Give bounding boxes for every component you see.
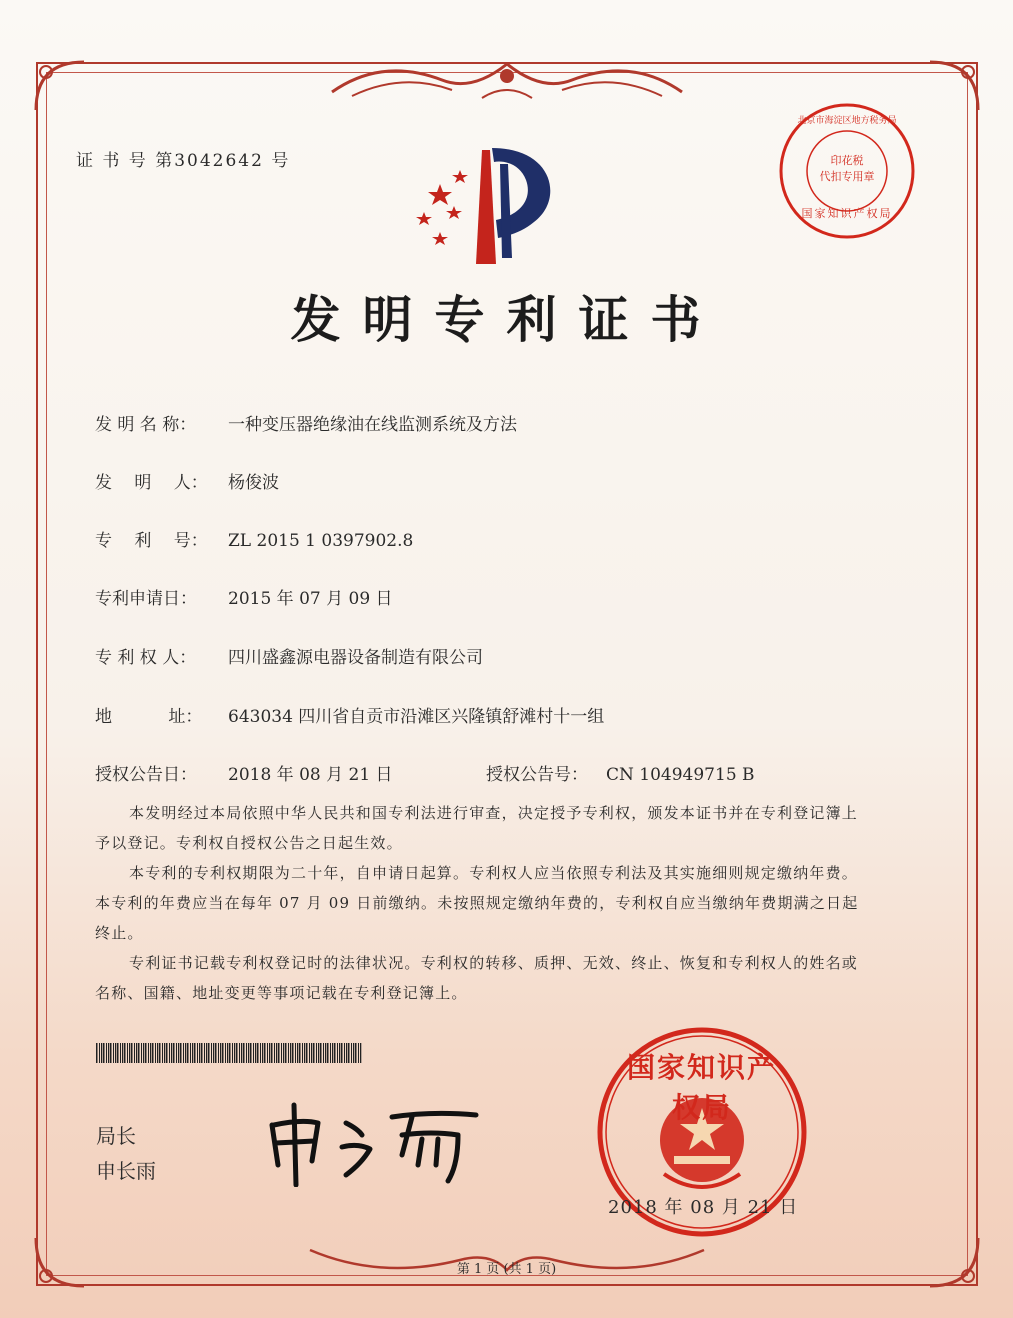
certificate-title: 发明专利证书 (290, 291, 723, 349)
page-number: 第 1 页 (共 1 页) (456, 1262, 557, 1277)
field-grant-date (95, 760, 393, 785)
field-value: 2018 年 08 月 21 日 (228, 765, 393, 785)
field-value: 四川盛鑫源电器设备制造有限公司 (228, 648, 483, 668)
paragraph-grant: 本发明经过本局依照中华人民共和国专利法进行审查，决定授予专利权，颁发本证书并在专利登记簿上予以登记。专利权自授权公告之日起生效。 (95, 804, 859, 852)
director-name: 申长雨 (96, 1159, 156, 1183)
field-patent-number (95, 526, 413, 551)
paragraph-legal-status: 专利证书记载专利权登记时的法律状况。专利权的转移、质押、无效、终止、恢复和专利权人的姓名或名称、国籍、地址变更等事项记载在专利登记簿上。 (95, 954, 859, 1002)
field-value: 2015 年 07 月 09 日 (228, 589, 393, 609)
corner-ornament-top-right (924, 56, 984, 116)
field-label: 发 明 名 称： (95, 415, 197, 435)
director-title: 局长 (96, 1124, 136, 1148)
field-value: ZL 2015 1 0397902.8 (228, 531, 414, 551)
top-ornament (322, 52, 692, 108)
tax-stamp-line1: 印花税 (830, 154, 864, 167)
field-label: 专 利 权 人： (95, 648, 197, 668)
patent-office-logo-icon (404, 140, 580, 268)
field-announcement-number (486, 760, 755, 785)
tax-stamp-bottom-text: 国家知识产权局 (801, 207, 893, 220)
field-filing-date (95, 584, 393, 609)
field-patentee (95, 643, 483, 668)
field-value: 杨俊波 (228, 473, 279, 493)
field-label: 发 明 人： (95, 473, 208, 493)
barcode-icon (96, 1043, 362, 1063)
director-signature (262, 1095, 492, 1187)
field-value: 643034 四川省自贡市沿滩区兴隆镇舒滩村十一组 (228, 707, 605, 727)
corner-ornament-top-left (30, 56, 90, 116)
field-inventor (95, 468, 279, 493)
tax-stamp-outer-text: 北京市海淀区地方税务局 (797, 116, 897, 126)
certificate-number: 证 书 号 第3042642 号 (76, 151, 291, 171)
field-label: 地 址： (95, 707, 203, 727)
seal-date: 2018 年 08 月 21 日 (608, 1197, 799, 1218)
paragraph-term: 本专利的专利权期限为二十年，自申请日起算。专利权人应当依照专利法及其实施细则规定缴纳年费。本专利的年费应当在每年 07 月 09 日前缴纳。未按照规定缴纳年费的，专利权自应当缴纳年费期满之日起终止。 (95, 864, 859, 942)
field-address (95, 702, 604, 727)
tax-stamp-line2: 代扣专用章 (819, 170, 875, 183)
field-label: 授权公告日： (95, 765, 197, 785)
field-label: 专利申请日： (95, 589, 197, 609)
field-value: CN 104949715 B (606, 765, 755, 785)
field-invention-name (95, 410, 517, 435)
field-label: 专 利 号： (95, 531, 208, 551)
seal-text: 国家知识产权局 (626, 1051, 777, 1124)
field-label: 授权公告号： (486, 765, 588, 785)
field-value: 一种变压器绝缘油在线监测系统及方法 (228, 415, 517, 435)
